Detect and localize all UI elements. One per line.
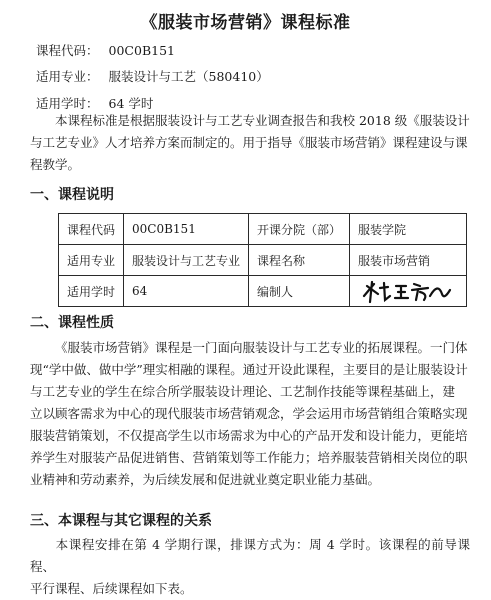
table-label: 开课分院（部） (249, 214, 350, 245)
nature-line: 养学生对服装产品促进销售、营销策划等工作能力；培养服装营销相关岗位的职 (30, 450, 468, 465)
meta-label: 课程代码： (36, 43, 99, 58)
nature-line: 立以顾客需求为中心的现代服装市场营销观念，学会运用市场营销组合策略实现 (30, 406, 468, 421)
nature-line: 业精神和劳动素养，为后续发展和促进就业奠定职业能力基础。 (30, 472, 381, 487)
nature-line: 服装营销策划，不仅提高学生以市场需求为中心的产品开发和设计能力，更能培 (30, 428, 468, 443)
relation-line: 本课程安排在第 4 学期行课，排课方式为：周 4 学时。该课程的前导课程、 (30, 537, 470, 574)
document-title: 《服装市场营销》课程标准 (140, 13, 351, 33)
meta-value: 服装设计与工艺（580410） (108, 69, 269, 84)
intro-line: 程教学。 (30, 157, 81, 172)
intro-line: 与工艺专业》人才培养方案而制定的。用于指导《服装市场营销》课程建设与课 (30, 135, 468, 150)
relation-line: 平行课程、后续课程如下表。 (30, 581, 193, 596)
meta-major (36, 67, 269, 85)
table-value: 64 (124, 276, 249, 307)
meta-value: 64 学时 (108, 96, 154, 111)
table-value: 服装设计与工艺专业 (124, 245, 249, 276)
meta-label: 适用专业： (36, 69, 99, 84)
intro-line: 本课程标准是根据服装设计与工艺专业调查报告和我校 2018 级《服装设计 (55, 113, 470, 128)
nature-line: 《服装市场营销》课程是一门面向服装设计与工艺专业的拓展课程。一门体 (55, 340, 468, 355)
table-value: 服装市场营销 (350, 245, 467, 276)
nature-paragraph (30, 337, 470, 491)
handwritten-signature (350, 276, 467, 307)
nature-line: 与工艺专业的学生在综合所学服装设计理论、工艺制作技能等课程基础上，建 (30, 384, 456, 399)
table-label: 适用学时 (59, 276, 124, 307)
table-label: 编制人 (249, 276, 350, 307)
section-heading-course-nature: 二、课程性质 (30, 315, 114, 331)
course-info-table (58, 213, 467, 307)
section-heading-course-relation: 三、本课程与其它课程的关系 (30, 513, 212, 529)
table-label: 课程代码 (59, 214, 124, 245)
table-row (59, 214, 467, 245)
nature-line: 现“学中做、做中学”理实相融的课程。通过开设此课程，主要目的是让服装设计 (30, 362, 468, 377)
table-value: 服装学院 (350, 214, 467, 245)
meta-label: 适用学时： (36, 96, 99, 111)
meta-value: 00C0B151 (108, 43, 175, 58)
table-label: 课程名称 (249, 245, 350, 276)
table-row (59, 276, 467, 307)
relation-paragraph (30, 534, 470, 600)
table-row (59, 245, 467, 276)
table-label: 适用专业 (59, 245, 124, 276)
intro-paragraph (30, 110, 470, 176)
table-value: 00C0B151 (124, 214, 249, 245)
meta-course-code (36, 41, 175, 59)
section-heading-course-description: 一、课程说明 (30, 187, 114, 203)
signature-image (358, 278, 458, 304)
